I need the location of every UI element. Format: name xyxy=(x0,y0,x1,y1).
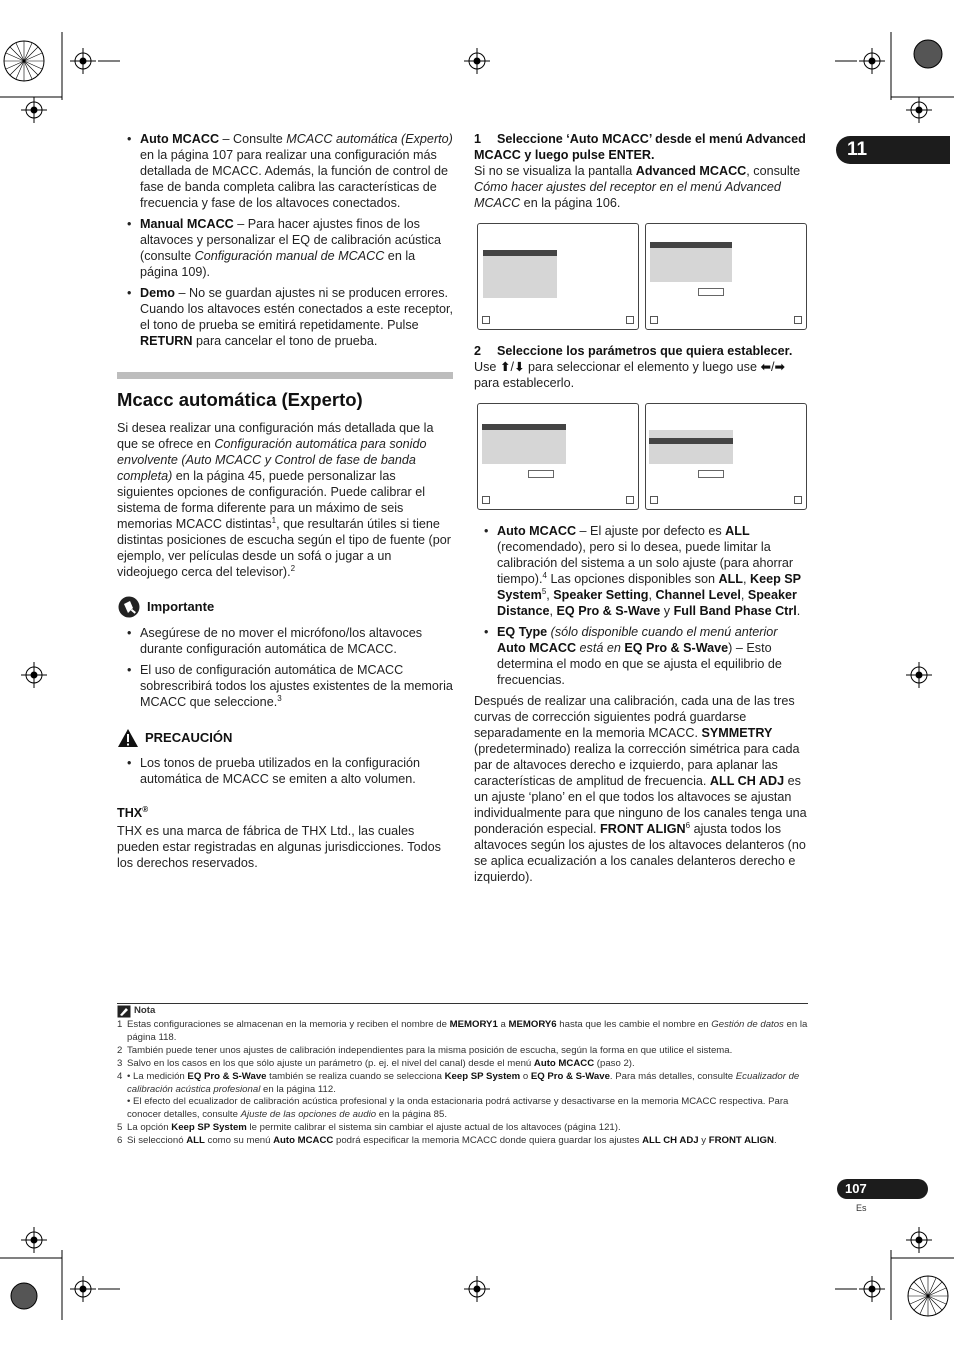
important-icon xyxy=(117,596,141,618)
footnote-rule xyxy=(117,1003,808,1004)
chapter-number-tab: 11 xyxy=(836,136,950,164)
language-code: Es xyxy=(856,1203,867,1213)
arrow-right-icon: ➡ xyxy=(774,360,786,374)
parameter-list xyxy=(474,523,808,688)
list-item-demo: • Demo – No se guardan ajustes ni se producen errores. Cuando los altavoces estén conectados a este receptor, el tono de prueba se emitirá repetidamente. Pulse RETURN para cancelar el tono de prueba. xyxy=(117,285,453,349)
step-1-screens xyxy=(474,223,808,333)
page-number-tab: 107 xyxy=(837,1179,928,1199)
screen-eq-type-parameter xyxy=(645,403,807,510)
note-icon xyxy=(117,1005,131,1018)
right-column xyxy=(474,131,808,885)
footnote-4b: • El efecto del ecualizador de calibración acústica profesional y la onda estacionaria podrá activarse y desactivarse en la memoria MCACC respectiva. Para conocer detalles, consulte Ajuste de las opciones de audio en la página 85. xyxy=(127,1096,789,1121)
footnote-2: 2 También puede tener unos ajustes de calibración independientes para la misma posición de escucha, según la forma en que utilice el sistema. xyxy=(117,1044,733,1056)
footnote-6: 6 Si seleccionó ALL como su menú Auto MCACC podrá especificar la memoria MCACC donde quiera guardar los ajustes ALL CH ADJ y FRONT ALIGN. xyxy=(117,1135,777,1147)
screen-advanced-mcacc-menu xyxy=(477,223,639,330)
arrow-left-icon: ⬅ xyxy=(760,360,772,374)
step-2-heading: 2 Seleccione los parámetros que quiera establecer. xyxy=(474,344,793,358)
arrow-down-icon: ⬇ xyxy=(513,360,525,374)
warning-icon xyxy=(117,728,139,748)
section-title: Mcacc automática (Experto) xyxy=(117,389,363,410)
footnote-3: 3 Salvo en los casos en los que sólo ajuste un parámetro (p. ej. el nivel del canal) desde el menú Auto MCACC (paso 2). xyxy=(117,1057,635,1069)
list-item: • El uso de configuración automática de MCACC sobrescribirá todos los ajustes existentes de la memoria MCACC que seleccione.$^3$ xyxy=(117,662,453,710)
section-divider-bar xyxy=(117,372,453,379)
list-item-manual-mcacc: • Manual MCACC – Para hacer ajustes finos de los altavoces y personalizar el EQ de calibración acústica (consulte Configuración manual de MCACC en la página 109). xyxy=(117,216,453,280)
screen-auto-mcacc-parameter xyxy=(477,403,639,510)
caution-heading: PRECAUCIÓN xyxy=(117,728,453,748)
screen-auto-mcacc-setup xyxy=(645,223,807,330)
list-item-eq-type: • EQ Type (sólo disponible cuando el menú anterior Auto MCACC está en EQ Pro & S-Wave) – Esto determina el modo en que se ajusta el equilibrio de frecuencias. xyxy=(474,624,808,688)
footnote-4: 4 • La medición EQ Pro & S-Wave también se realiza cuando se selecciona Keep SP System o EQ Pro & S-Wave. Para más detalles, consulte Ecualizador de calibración acústica profesional en la página 112. xyxy=(117,1070,800,1095)
thx-heading: THX® xyxy=(117,804,149,820)
mode-options-list xyxy=(117,131,453,349)
caution-list xyxy=(117,755,453,787)
footnote-5: 5 La opción Keep SP System le permite calibrar el sistema sin cambiar el ajuste actual de los altavoces (página 121). xyxy=(117,1122,621,1134)
intro-paragraph: Si desea realizar una configuración más detallada que la que se ofrece en Configuración automática para sonido envolvente (Auto MCACC y Control de fase de banda completa) en la página 45, puede personalizar las siguientes opciones de configuración. Puede calibrar el sistema de forma diferente para un máximo de seis memorias MCACC distintas$^1$, que resultarán útiles si tiene distintas posiciones de escucha según el tipo de fuente (por ejemplo, ver películas desde un sofá o jugar a un videojuego cerca del televisor).$^2$ xyxy=(117,421,451,579)
footnotes xyxy=(117,1005,808,1148)
list-item: • Los tonos de prueba utilizados en la configuración automática de MCACC se emiten a alto volumen. xyxy=(117,755,453,787)
note-heading: Nota xyxy=(117,1005,808,1018)
important-list xyxy=(117,625,453,710)
footnote-1: 1 Estas configuraciones se almacenan en la memoria y reciben el nombre de MEMORY1 a MEMORY6 hasta que les cambie el nombre en Gestión de datos en la página 118. xyxy=(117,1019,808,1043)
arrow-up-icon: ⬆ xyxy=(499,360,511,374)
calibration-curves-paragraph: Después de realizar una calibración, cada una de las tres curvas de corrección siguientes podrá guardarse separadamente en la memoria MCACC. SYMMETRY (predeterminado) realiza la corrección simétrica para cada par de altavoces derecho e izquierdo, para aplanar las características de amplitud de frecuencia. ALL CH ADJ es un ajuste ‘plano’ en el que todos los altavoces se ajustan individualmente para que ninguno de los canales tenga una ponderación especial. FRONT ALIGN$^6$ ajusta todos los altavoces según los ajustes de los altavoces delanteros (no se aplica ecualización a los canales delanteros derecho e izquierdo). xyxy=(474,694,807,884)
list-item: • Asegúrese de no mover el micrófono/los altavoces durante configuración automática de MCACC. xyxy=(117,625,453,657)
thx-paragraph: THX es una marca de fábrica de THX Ltd., las cuales pueden estar registradas en algunas jurisdicciones. Todos los derechos reservados. xyxy=(117,824,441,870)
step-2-screens xyxy=(474,403,808,513)
list-item-auto-mcacc: • Auto MCACC – Consulte MCACC automática (Experto) en la página 107 para realizar una configuración más detallada de MCACC. Además, la función de control de fase de banda completa calibra las características de frecuencia y fase de los altavoces conectados. xyxy=(117,131,453,211)
step-2-text: Use ⬆/⬇ para seleccionar el elemento y luego use ⬅/➡ para establecerlo. xyxy=(474,360,786,390)
important-heading: Importante xyxy=(117,596,453,618)
step-1-text: Si no se visualiza la pantalla Advanced MCACC, consulte Cómo hacer ajustes del receptor en el menú Advanced MCACC en la página 106. xyxy=(474,164,801,210)
step-1-heading: 1 Seleccione ‘Auto MCACC’ desde el menú Advanced MCACC y luego pulse ENTER. xyxy=(474,132,806,162)
left-column xyxy=(117,131,453,871)
list-item-auto-mcacc-parameter: • Auto MCACC – El ajuste por defecto es ALL (recomendado), pero si lo desea, puede limitar la calibración del sistema a un solo ajuste (para ahorrar tiempo).$^4$ Las opciones disponibles son ALL, Keep SP System$^5$, Speaker Setting, Channel Level, Speaker Distance, EQ Pro & S-Wave y Full Band Phase Ctrl. xyxy=(474,523,808,619)
